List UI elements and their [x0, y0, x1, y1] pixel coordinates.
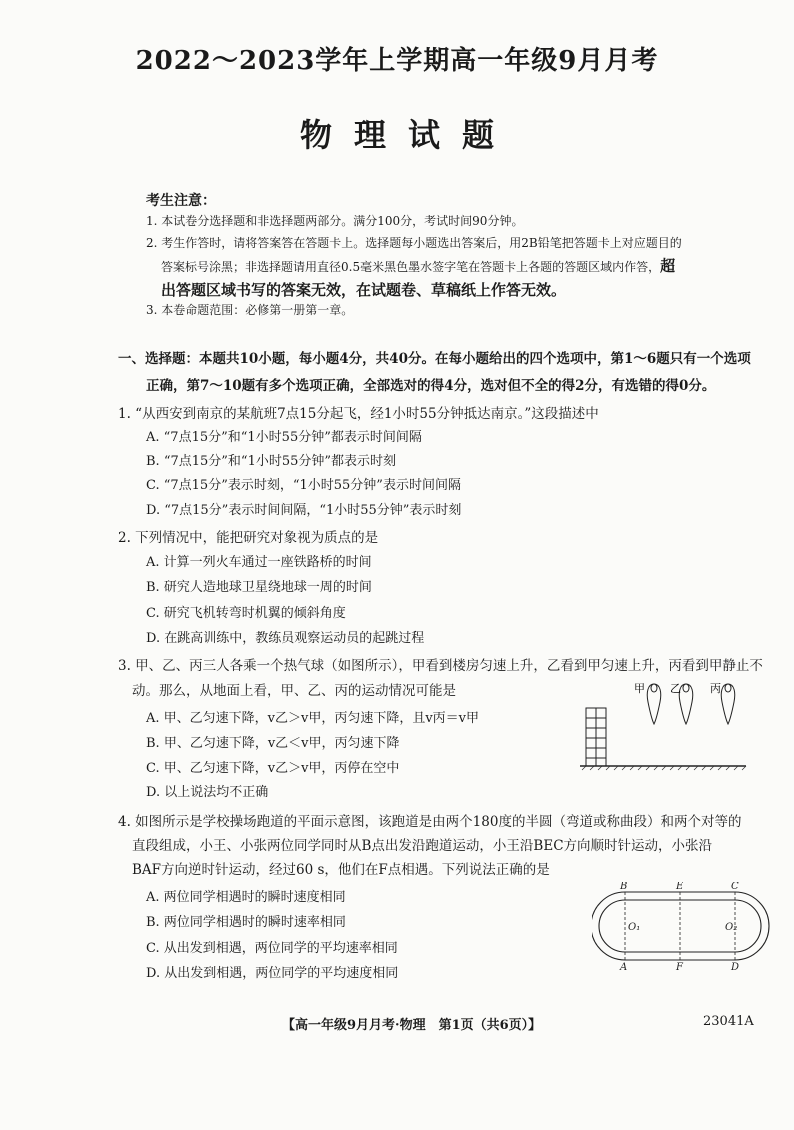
track-label-a: A [620, 962, 628, 970]
q2-stem: 2. 下列情况中，能把研究对象视为质点的是 [118, 530, 379, 546]
q3-option-a: A. 甲、乙匀速下降，v乙＞v甲，丙匀速下降，且v丙＝v甲 [146, 711, 480, 726]
q4-stem-line-1: 4. 如图所示是学校操场跑道的平面示意图，该跑道是由两个180度的半圆（弯道或称曲段）和两个对等的 [118, 814, 742, 830]
q4-option-d: D. 从出发到相遇，两位同学的平均速度相同 [146, 966, 399, 981]
building [586, 708, 606, 766]
q4-option-a: A. 两位同学相遇时的瞬时速度相同 [146, 890, 346, 905]
hot-air-balloon-figure [578, 674, 748, 778]
q1-option-c: C. “7点15分”表示时刻，“1小时55分钟”表示时间间隔 [146, 478, 461, 493]
q3-stem-line-2: 动。那么，从地面上看，甲、乙、丙的运动情况可能是 [132, 683, 456, 699]
track-label-f: F [676, 962, 683, 970]
track-label-e: E [676, 882, 684, 892]
note-item-2-line-2-text: 答案标号涂黑；非选择题请用直径0.5毫米黑色墨水签字笔在答题卡上各题的答题区域内作答， [161, 260, 661, 274]
q1-option-d: D. “7点15分”表示时间间隔，“1小时55分钟”表示时刻 [146, 503, 462, 518]
q3-stem-line-1: 3. 甲、乙、丙三人各乘一个热气球（如图所示），甲看到楼房匀速上升，乙看到甲匀速上升，丙看到甲静止不 [118, 658, 763, 674]
notes-heading: 考生注意： [146, 193, 216, 209]
page-footer: 【高一年级9月月考·物理 第1页（共6页）】 [282, 1018, 542, 1033]
track-label-d: D [731, 962, 740, 970]
note-item-3: 3. 本卷命题范围：必修第一册第一章。 [146, 303, 354, 317]
q4-option-c: C. 从出发到相遇，两位同学的平均速率相同 [146, 941, 398, 956]
q2-option-c: C. 研究飞机转弯时机翼的倾斜角度 [146, 606, 346, 621]
paper-code: 23041A [703, 1014, 754, 1029]
subject-title: 物理试题 [299, 116, 516, 154]
balloon-label-jia: 甲 [634, 682, 645, 695]
q4-option-b: B. 两位同学相遇时的瞬时速率相同 [146, 915, 346, 930]
q1-option-a: A. “7点15分”和“1小时55分钟”都表示时间间隔 [146, 430, 422, 445]
section-1-line-2: 正确，第7～10题有多个选项正确，全部选对的得4分，选对但不全的得2分，有选错的得0分。 [146, 378, 716, 394]
track-label-c: C [731, 882, 739, 892]
running-track-figure [592, 882, 772, 970]
track-label-o2: O₂ [725, 922, 738, 933]
q4-stem-line-3: BAF方向逆时针运动，经过60 s，他们在F点相遇。下列说法正确的是 [132, 862, 550, 878]
section-1-line-1: 一、选择题：本题共10小题，每小题4分，共40分。在每小题给出的四个选项中，第1～6题只有一个选项 [118, 351, 751, 367]
exam-title: 2022～2023学年上学期高一年级9月月考 [135, 46, 659, 76]
note-item-2-line-2-emph: 超 [660, 257, 676, 275]
note-item-1: 1. 本试卷分选择题和非选择题两部分。满分100分，考试时间90分钟。 [146, 214, 524, 228]
note-item-2-line-2 [161, 259, 675, 274]
q1-option-b: B. “7点15分”和“1小时55分钟”都表示时刻 [146, 454, 397, 469]
q4-stem-line-2: 直段组成，小王、小张两位同学同时从B点出发沿跑道运动，小王沿BEC方向顺时针运动，小张沿 [132, 838, 713, 854]
note-item-2-line-1: 2. 考生作答时，请将答案答在答题卡上。选择题每小题选出答案后，用2B铅笔把答题卡上对应题目的 [146, 236, 682, 250]
q3-option-d: D. 以上说法均不正确 [146, 785, 269, 800]
q3-option-c: C. 甲、乙匀速下降，v乙＞v甲，丙停在空中 [146, 761, 400, 776]
track-label-o1: O₁ [628, 922, 641, 933]
track-label-b: B [620, 882, 628, 892]
balloon-label-bing: 丙 [710, 682, 721, 695]
q1-stem: 1. “从西安到南京的某航班7点15分起飞，经1小时55分钟抵达南京。”这段描述中 [118, 406, 599, 422]
note-item-2-line-3: 出答题区域书写的答案无效，在试题卷、草稿纸上作答无效。 [161, 281, 567, 299]
q2-option-b: B. 研究人造地球卫星绕地球一周的时间 [146, 580, 372, 595]
q2-option-d: D. 在跳高训练中，教练员观察运动员的起跳过程 [146, 631, 425, 646]
balloon-label-yi: 乙 [670, 682, 681, 695]
q2-option-a: A. 计算一列火车通过一座铁路桥的时间 [146, 555, 372, 570]
q3-option-b: B. 甲、乙匀速下降，v乙＜v甲，丙匀速下降 [146, 736, 400, 751]
